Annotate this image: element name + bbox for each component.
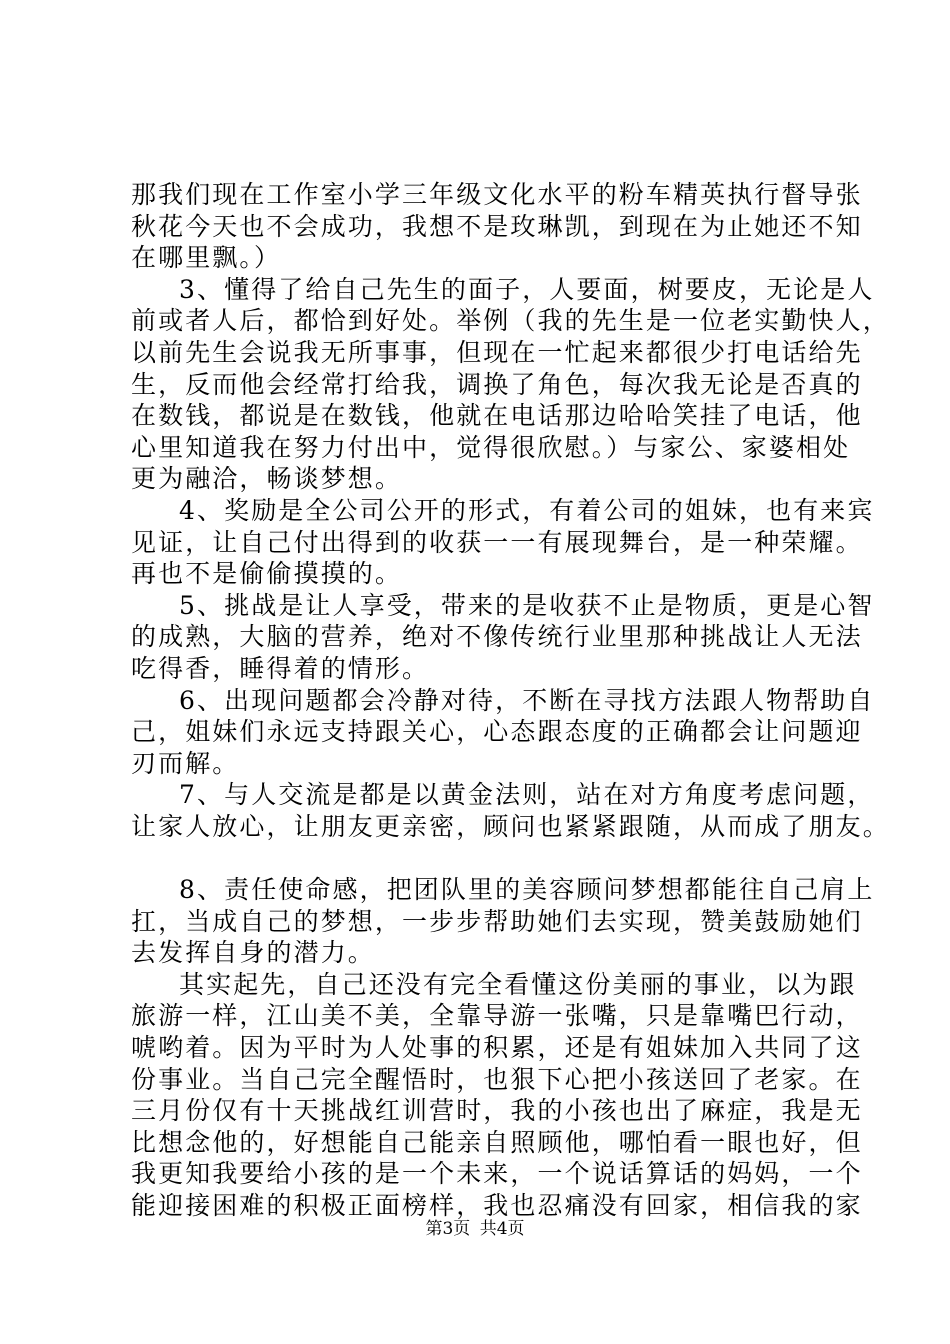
page-total: 共4页	[479, 1219, 525, 1239]
text-line: 己，姐妹们永远支持跟关心，心态跟态度的正确都会让问题迎	[131, 717, 863, 747]
text-line: 比想念他的，好想能自己能亲自照顾他，哪怕看一眼也好，但	[131, 1127, 863, 1157]
text-line: 8、责任使命感，把团队里的美容顾问梦想都能往自己肩上	[179, 875, 875, 905]
text-line: 吃得香，睡得着的情形。	[131, 653, 430, 683]
text-line: 见证，让自己付出得到的收获一一有展现舞台，是一种荣耀。	[131, 527, 863, 557]
paragraph-item-3	[131, 274, 890, 495]
text-line: 再也不是偷偷摸摸的。	[131, 559, 403, 589]
text-line: 前或者人后，都恰到好处。举例（我的先生是一位老实勤快人，	[131, 306, 890, 336]
text-line: 能迎接困难的积极正面榜样，我也忍痛没有回家，相信我的家	[131, 1191, 863, 1220]
text-line: 那我们现在工作室小学三年级文化水平的粉车精英执行督导张	[131, 180, 863, 209]
text-line: 让家人放心，让朋友更亲密，顾问也紧紧跟随，从而成了朋友。	[131, 811, 890, 841]
text-line: 的成熟，大脑的营养，绝对不像传统行业里那种挑战让人无法	[131, 622, 863, 652]
text-line: 其实起先，自己还没有完全看懂这份美丽的事业，以为跟	[179, 969, 857, 999]
paragraph-closing	[131, 969, 863, 1222]
paragraph-item-6	[131, 685, 875, 780]
paragraph-item-5	[131, 590, 875, 685]
text-line: 秋花今天也不会成功，我想不是玫琳凯，到现在为止她还不知	[131, 211, 863, 241]
text-line: 7、与人交流是都是以黄金法则，站在对方角度考虑问题，	[179, 780, 875, 810]
text-line: 3、懂得了给自己先生的面子，人要面，树要皮，无论是人	[179, 274, 875, 304]
text-line: 4、奖励是全公司公开的形式，有着公司的姐妹，也有来宾	[179, 495, 875, 525]
paragraph-continued	[131, 179, 863, 274]
document-body	[131, 179, 890, 1222]
text-line: 以前先生会说我无所事事，但现在一忙起来都很少打电话给先	[131, 337, 863, 367]
text-line: 去发挥自身的潜力。	[131, 938, 375, 968]
text-line: 唬哟着。因为平时为人处事的积累，还是有姐妹加入共同了这	[131, 1033, 863, 1063]
text-line: 心里知道我在努力付出中，觉得很欣慰。）与家公、家婆相处	[131, 432, 851, 462]
page-number: 第3页	[425, 1219, 471, 1239]
text-line: 5、挑战是让人享受，带来的是收获不止是物质，更是心智	[179, 590, 875, 620]
page-footer	[0, 1218, 950, 1240]
text-line: 6、出现问题都会冷静对待，不断在寻找方法跟人物帮助自	[179, 685, 875, 715]
text-line: 份事业。当自己完全醒悟时，也狠下心把小孩送回了老家。在	[131, 1064, 863, 1094]
paragraph-item-7	[131, 779, 890, 842]
paragraph-item-4	[131, 495, 875, 590]
text-line: 在哪里飘。）	[131, 243, 282, 273]
text-line: 刃而解。	[131, 748, 240, 778]
text-line: 在数钱，都说是在数钱，他就在电话那边哈哈笑挂了电话，他	[131, 401, 863, 431]
blank-line	[131, 842, 831, 874]
text-line: 旅游一样，江山美不美，全靠导游一张嘴，只是靠嘴巴行动，	[131, 1001, 863, 1031]
text-line: 三月份仅有十天挑战红训营时，我的小孩也出了麻症，我是无	[131, 1096, 863, 1126]
text-line: 我更知我要给小孩的是一个未来，一个说话算话的妈妈，一个	[131, 1159, 863, 1189]
text-line: 更为融洽，畅谈梦想。	[131, 464, 403, 494]
paragraph-item-8	[131, 874, 875, 969]
text-line: 扛，当成自己的梦想，一步步帮助她们去实现，赞美鼓励她们	[131, 906, 863, 936]
text-line: 生，反而他会经常打给我，调换了角色，每次我无论是否真的	[131, 369, 863, 399]
